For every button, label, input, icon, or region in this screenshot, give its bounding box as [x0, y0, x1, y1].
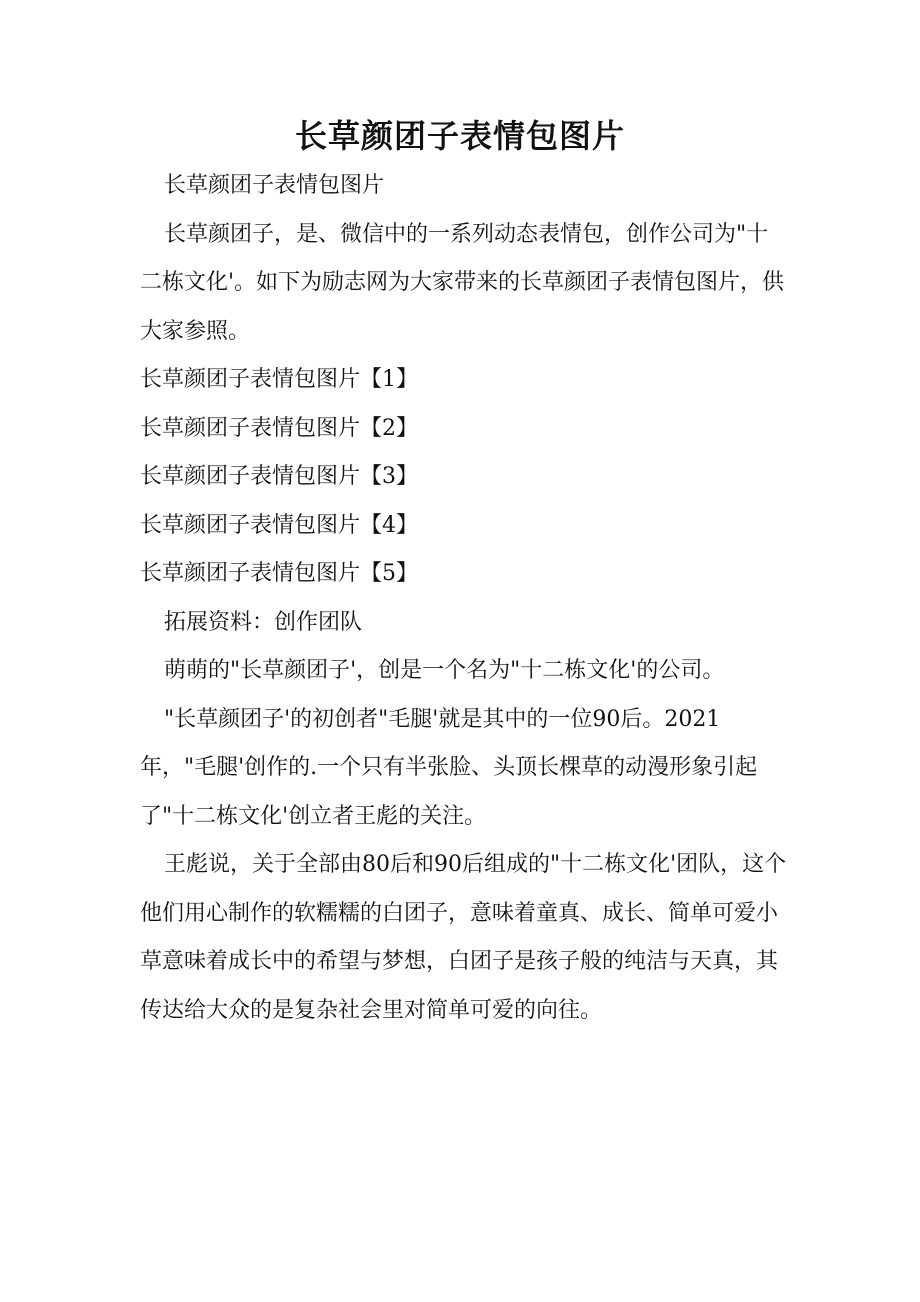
- document-body: [140, 162, 790, 1035]
- document-title: 长草颜团子表情包图片: [294, 117, 625, 155]
- document-subtitle: 长草颜团子表情包图片: [164, 173, 385, 198]
- image-item-1: 长草颜团子表情包图片【1】: [140, 367, 418, 392]
- body-paragraph-3: 王彪说，关于全部由80后和90后组成的"十二栋文化'团队，这个他们用心制作的软糯糯的白团子，意味着童真、成长、简单可爱小草意味着成长中的希望与梦想，白团子是孩子般的纯洁与天真，其传达给大众的是复杂社会里对简单可爱的向往。: [140, 852, 787, 1023]
- section-heading: 拓展资料：创作团队: [164, 609, 363, 635]
- body-paragraph-1: 萌萌的"长草颜团子'，创是一个名为"十二栋文化'的公司。: [164, 658, 725, 683]
- image-item-2: 长草颜团子表情包图片【2】: [140, 415, 418, 441]
- image-item-5: 长草颜团子表情包图片【5】: [140, 561, 418, 586]
- image-item-3: 长草颜团子表情包图片【3】: [140, 464, 418, 489]
- intro-paragraph: 长草颜团子，是、微信中的一系列动态表情包，创作公司为"十二栋文化'。如下为励志网为大家带来的长草颜团子表情包图片，供大家参照。: [140, 221, 785, 344]
- image-item-4: 长草颜团子表情包图片【4】: [140, 512, 418, 538]
- body-paragraph-2: "长草颜团子'的初创者"毛腿'就是其中的一位90后。2021年，"毛腿'创作的.一个只有半张脸、头顶长棵草的动漫形象引起了"十二栋文化'创立者王彪的关注。: [140, 706, 758, 829]
